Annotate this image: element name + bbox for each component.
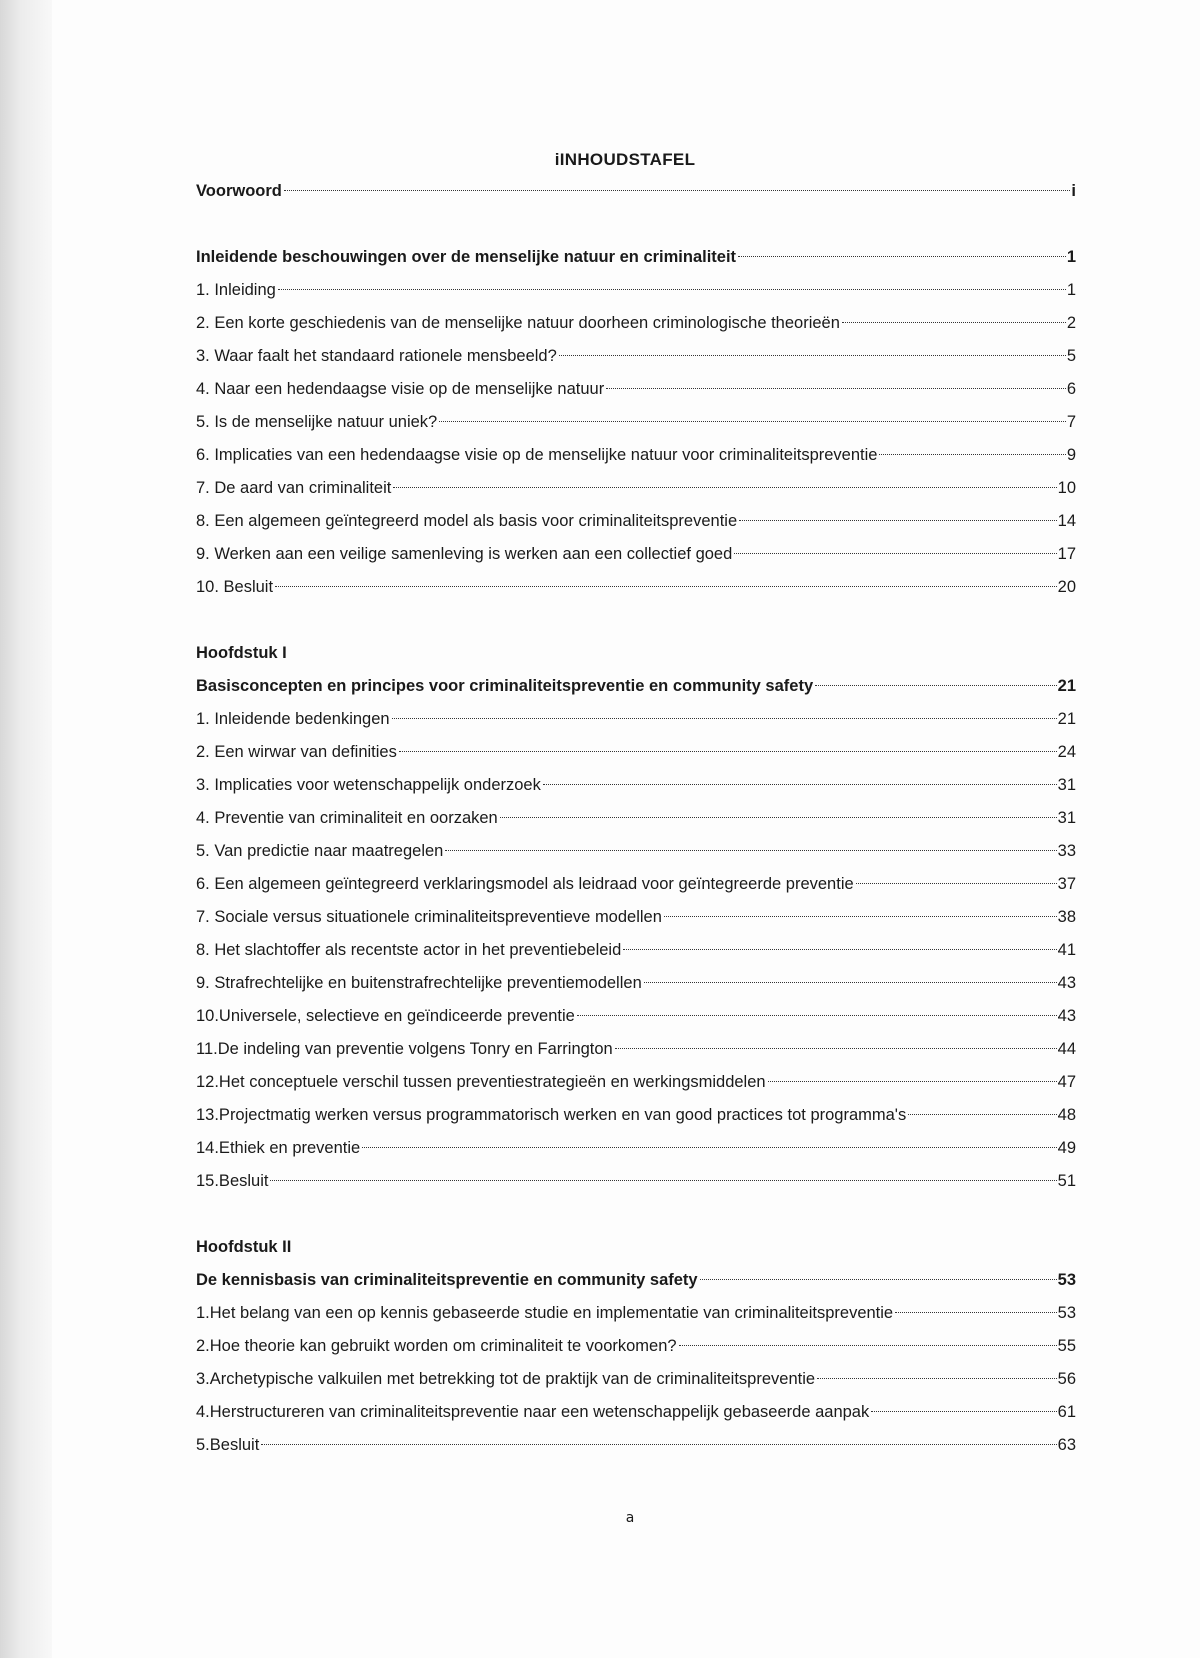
dot-leader	[908, 1114, 1056, 1115]
toc-page-number: 49	[1057, 1139, 1076, 1157]
dot-leader	[615, 1048, 1057, 1049]
toc-page-number: 31	[1057, 776, 1076, 794]
page-footer-letter: a	[625, 1510, 635, 1526]
toc-page-number: 17	[1057, 545, 1076, 563]
toc-entry[interactable]	[196, 703, 1076, 736]
toc-page-number: 48	[1057, 1106, 1076, 1124]
toc-entry[interactable]	[196, 835, 1076, 868]
toc-entry-label: De kennisbasis van criminaliteitspreventie en community safety	[196, 1271, 698, 1289]
toc-entry[interactable]	[196, 802, 1076, 835]
table-of-contents	[196, 175, 1076, 1462]
dot-leader	[392, 718, 1057, 719]
toc-entry-label: 2. Een wirwar van definities	[196, 743, 397, 761]
toc-entry[interactable]	[196, 340, 1076, 373]
dot-leader	[895, 1312, 1057, 1313]
toc-section-heading-chapter2[interactable]	[196, 1264, 1076, 1297]
toc-entry-label: 10. Besluit	[196, 578, 274, 596]
toc-page-number: i	[1071, 182, 1076, 200]
toc-page-number: 37	[1057, 875, 1076, 893]
toc-page-number: 9	[1066, 446, 1076, 464]
dot-leader	[700, 1279, 1057, 1280]
toc-entry-label: 1. Inleidende bedenkingen	[196, 710, 390, 728]
dot-leader	[644, 982, 1057, 983]
toc-entry-label: 5. Is de menselijke natuur uniek?	[196, 413, 438, 431]
toc-entry-label: 5. Van predictie naar maatregelen	[196, 842, 444, 860]
toc-page-number: 51	[1057, 1172, 1076, 1190]
toc-page-number: 5	[1066, 347, 1076, 365]
toc-page-number: 43	[1057, 1007, 1076, 1025]
toc-page-number: 44	[1057, 1040, 1076, 1058]
toc-entry[interactable]	[196, 505, 1076, 538]
toc-page-number: 1	[1066, 281, 1076, 299]
toc-entry-label: 7. De aard van criminaliteit	[196, 479, 392, 497]
toc-page-number: 56	[1057, 1370, 1076, 1388]
dot-leader	[445, 850, 1056, 851]
toc-entry[interactable]	[196, 934, 1076, 967]
toc-entry-label: 13.Projectmatig werken versus programmatorisch werken en van good practices tot programma's	[196, 1106, 907, 1124]
toc-entry[interactable]	[196, 1099, 1076, 1132]
toc-page-number: 55	[1057, 1337, 1076, 1355]
dot-leader	[815, 685, 1057, 686]
dot-leader	[270, 1180, 1056, 1181]
toc-page-number: 41	[1057, 941, 1076, 959]
toc-entry-label: 8. Een algemeen geïntegreerd model als basis voor criminaliteitspreventie	[196, 512, 738, 530]
toc-entry-voorwoord[interactable]	[196, 175, 1076, 208]
toc-page-number: 53	[1057, 1271, 1076, 1289]
toc-entry[interactable]	[196, 769, 1076, 802]
dot-leader	[399, 751, 1057, 752]
dot-leader	[278, 289, 1066, 290]
toc-entry[interactable]	[196, 439, 1076, 472]
toc-entry-label: 2. Een korte geschiedenis van de menselijke natuur doorheen criminologische theorieën	[196, 314, 840, 332]
toc-page-number: 14	[1057, 512, 1076, 530]
toc-entry-label: 6. Een algemeen geïntegreerd verklaringsmodel als leidraad voor geïntegreerde preventie	[196, 875, 854, 893]
toc-page-number: 53	[1057, 1304, 1076, 1322]
toc-page-number: 2	[1066, 314, 1076, 332]
toc-page-number: 6	[1066, 380, 1076, 398]
toc-entry[interactable]	[196, 1066, 1076, 1099]
toc-entry[interactable]	[196, 1297, 1076, 1330]
toc-entry-label: 8. Het slachtoffer als recentste actor in het preventiebeleid	[196, 941, 622, 959]
toc-entry-label: 4.Herstructureren van criminaliteitspreventie naar een wetenschappelijk gebaseerde aanpak	[196, 1403, 870, 1421]
dot-leader	[842, 322, 1066, 323]
dot-leader	[362, 1147, 1056, 1148]
dot-leader	[817, 1378, 1057, 1379]
toc-entry[interactable]	[196, 1000, 1076, 1033]
toc-entry[interactable]	[196, 1033, 1076, 1066]
toc-page-number: 31	[1057, 809, 1076, 827]
toc-page-number: 21	[1057, 710, 1076, 728]
toc-page-number: 10	[1057, 479, 1076, 497]
toc-page-number: 21	[1057, 677, 1076, 695]
toc-page-number: 43	[1057, 974, 1076, 992]
toc-list-chapter1	[196, 703, 1076, 1198]
chapter-label-2: Hoofdstuk II	[196, 1238, 292, 1256]
toc-entry[interactable]	[196, 1330, 1076, 1363]
toc-page-number: 24	[1057, 743, 1076, 761]
dot-leader	[768, 1081, 1057, 1082]
dot-leader	[856, 883, 1057, 884]
dot-leader	[871, 1411, 1056, 1412]
toc-entry[interactable]	[196, 571, 1076, 604]
toc-page-number: 33	[1057, 842, 1076, 860]
toc-entry[interactable]	[196, 868, 1076, 901]
toc-entry[interactable]	[196, 1132, 1076, 1165]
toc-entry[interactable]	[196, 472, 1076, 505]
toc-entry[interactable]	[196, 967, 1076, 1000]
dot-leader	[623, 949, 1056, 950]
toc-entry[interactable]	[196, 538, 1076, 571]
toc-page-number: 47	[1057, 1073, 1076, 1091]
toc-entry-label: 5.Besluit	[196, 1436, 260, 1454]
toc-page-number: 1	[1066, 248, 1076, 266]
chapter-label-1: Hoofdstuk I	[196, 644, 287, 662]
toc-entry-label: 2.Hoe theorie kan gebruikt worden om criminaliteit te voorkomen?	[196, 1337, 677, 1355]
toc-entry-label: 3.Archetypische valkuilen met betrekking tot de praktijk van de criminaliteitspreventie	[196, 1370, 816, 1388]
dot-leader	[284, 190, 1071, 191]
dot-leader	[543, 784, 1057, 785]
toc-entry[interactable]	[196, 1165, 1076, 1198]
toc-entry-label: 4. Preventie van criminaliteit en oorzaken	[196, 809, 498, 827]
dot-leader	[261, 1444, 1056, 1445]
toc-entry-label: 3. Waar faalt het standaard rationele mensbeeld?	[196, 347, 557, 365]
toc-entry[interactable]	[196, 1396, 1076, 1429]
dot-leader	[679, 1345, 1057, 1346]
toc-entry-label: 3. Implicaties voor wetenschappelijk onderzoek	[196, 776, 541, 794]
toc-entry-label: Inleidende beschouwingen over de menselijke natuur en criminaliteit	[196, 248, 737, 266]
dot-leader	[879, 454, 1065, 455]
dot-leader	[664, 916, 1057, 917]
toc-list-intro	[196, 274, 1076, 604]
dot-leader	[439, 421, 1066, 422]
toc-entry-label: 1. Inleiding	[196, 281, 276, 299]
toc-entry-label: 6. Implicaties van een hedendaagse visie op de menselijke natuur voor criminaliteitspreventie	[196, 446, 878, 464]
binding-shadow	[0, 0, 52, 1658]
toc-entry-label: 12.Het conceptuele verschil tussen preventiestrategieën en werkingsmiddelen	[196, 1073, 766, 1091]
toc-entry-label: 9. Strafrechtelijke en buitenstrafrechtelijke preventiemodellen	[196, 974, 642, 992]
dot-leader	[500, 817, 1057, 818]
dot-leader	[606, 388, 1066, 389]
dot-leader	[393, 487, 1056, 488]
toc-entry[interactable]	[196, 274, 1076, 307]
toc-section-heading-chapter1[interactable]	[196, 670, 1076, 703]
toc-entry-label: 15.Besluit	[196, 1172, 269, 1190]
dot-leader	[734, 553, 1056, 554]
toc-page-number: 61	[1057, 1403, 1076, 1421]
dot-leader	[559, 355, 1066, 356]
toc-page-number: 20	[1057, 578, 1076, 596]
toc-entry[interactable]	[196, 901, 1076, 934]
toc-entry-label: 14.Ethiek en preventie	[196, 1139, 361, 1157]
toc-page-number: 7	[1066, 413, 1076, 431]
dot-leader	[577, 1015, 1057, 1016]
toc-entry-label: Basisconcepten en principes voor criminaliteitspreventie en community safety	[196, 677, 814, 695]
toc-entry-label: 9. Werken aan een veilige samenleving is werken aan een collectief goed	[196, 545, 733, 563]
toc-page-number: 38	[1057, 908, 1076, 926]
toc-list-chapter2	[196, 1297, 1076, 1462]
toc-entry-label: 10.Universele, selectieve en geïndiceerde preventie	[196, 1007, 575, 1025]
toc-entry[interactable]	[196, 373, 1076, 406]
toc-section-heading-intro[interactable]	[196, 241, 1076, 274]
toc-entry-label: 11.De indeling van preventie volgens Tonry en Farrington	[196, 1040, 613, 1058]
toc-entry-label: 7. Sociale versus situationele criminaliteitspreventieve modellen	[196, 908, 662, 926]
toc-entry-label: 4. Naar een hedendaagse visie op de menselijke natuur	[196, 380, 605, 398]
dot-leader	[275, 586, 1057, 587]
dot-leader	[738, 256, 1066, 257]
toc-entry[interactable]	[196, 1363, 1076, 1396]
toc-entry-label: Voorwoord	[196, 182, 282, 200]
toc-entry-label: 1.Het belang van een op kennis gebaseerde studie en implementatie van criminaliteitspreventie	[196, 1304, 894, 1322]
toc-entry[interactable]	[196, 736, 1076, 769]
toc-entry[interactable]	[196, 307, 1076, 340]
toc-entry[interactable]	[196, 406, 1076, 439]
toc-entry[interactable]	[196, 1429, 1076, 1462]
toc-page-number: 63	[1057, 1436, 1076, 1454]
dot-leader	[739, 520, 1057, 521]
toc-title: iINHOUDSTAFEL	[554, 150, 696, 169]
